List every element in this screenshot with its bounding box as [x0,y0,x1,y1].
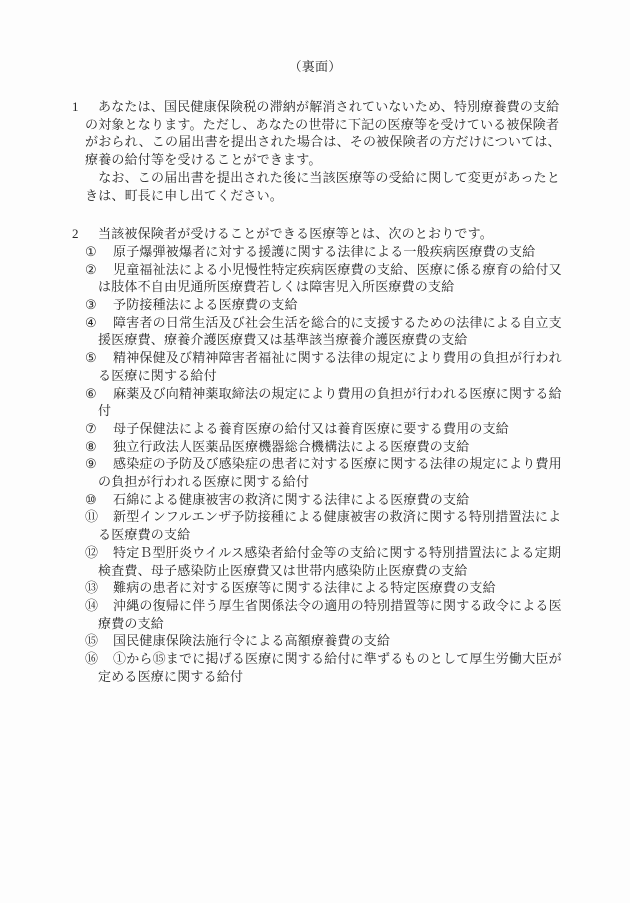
list-item-text: 国民健康保険法施行令による高額療養費の支給 [113,633,391,649]
paragraph-1-line: きは、町長に申し出てください。 [85,187,284,203]
list-item-text: 予防接種法による医療費の支給 [113,297,298,313]
list-item-text: 麻薬及び向精神薬取締法の規定により費用の負担が行われる医療に関する給 [113,385,562,401]
list-item-text: 原子爆弾被爆者に対する援護に関する法律による一般疾病医療費の支給 [113,243,536,259]
list-item-text: 感染症の予防及び感染症の患者に対する医療に関する法律の規定により費用 [113,456,562,472]
list-item-text: る医療に関する給付 [98,367,217,383]
paragraph-number: 2 [72,226,79,242]
list-item [72,420,578,438]
list-item-marker: ③ [85,297,97,313]
list-item-text: ①から⑮までに掲げる医療に関する給付に準ずるものとして厚生労働大臣が [113,651,562,667]
list-item [72,544,578,579]
list-item-text: 検査費、母子感染防止医療費又は世帯内感染防止医療費の支給 [98,562,468,578]
list-item-marker: ② [85,261,97,277]
list-item [72,296,578,314]
list-item-marker: ⑪ [85,509,99,525]
page-content [72,98,578,686]
list-item-marker: ④ [85,314,97,330]
list-item-text: 定める医療に関する給付 [98,668,244,684]
list-item-marker: ⑬ [85,580,99,596]
paragraph-1-line: の対象となります。ただし、あなたの世帯に下記の医療等を受けている被保険者 [85,116,560,132]
paragraph-1-line: なお、この届出書を提出された後に当該医療等の受給に関して変更があったと [85,169,561,185]
list-item [72,491,578,509]
list-item [72,438,578,456]
list-item [72,349,578,384]
list-item-text: 援医療費、療養介護医療費又は基準該当療養介護医療費の支給 [98,332,468,348]
list-item-text: 沖縄の復帰に伴う厚生省関係法令の適用の特別措置等に関する政令による医 [113,597,562,613]
list-item-text: 付 [98,403,112,419]
paragraph-2-heading [72,225,578,243]
paragraph-1-text: あなたは、国民健康保険税の滞納が解消されていないため、特別療養費の支給 [98,99,560,114]
list-item-marker: ⑥ [85,385,97,401]
list-item-text: 難病の患者に対する医療等に関する法律による特定医療費の支給 [113,580,496,596]
list-item-marker: ⑧ [85,438,97,454]
list-item [72,385,578,420]
list-item-text: の負担が行われる医療に関する給付 [98,474,310,490]
paragraph-number: 1 [72,99,79,114]
list-item [72,597,578,632]
list-item-marker: ⑦ [85,420,97,436]
list-item-text: 石綿による健康被害の救済に関する法律による医療費の支給 [113,491,470,507]
list-item-marker: ① [85,243,97,259]
list-item-text: 特定Ｂ型肝炎ウイルス感染者給付金等の支給に関する特別措置法による定期 [113,544,562,560]
list-item-text: る医療費の支給 [98,527,191,543]
paragraph-1-line: がおられ、この届出書を提出された場合は、その被保険者の方だけについては、 [85,134,561,150]
list-item-marker: ⑨ [85,456,97,472]
list-item-text: は肢体不自由児通所医療費若しくは障害児入所医療費の支給 [98,279,455,295]
list-item-text: 児童福祉法による小児慢性特定疾病医療費の支給、医療に係る療育の給付又 [113,261,562,277]
list-item-marker: ⑮ [85,633,99,649]
page-title: （裏面） [288,59,342,74]
list-item-text: 療費の支給 [98,615,165,631]
list-item-text: 新型インフルエンザ予防接種による健康被害の救済に関する特別措置法によ [113,509,562,525]
list-item-marker: ⑭ [85,597,99,613]
list-item [72,508,578,543]
list-item-text: 精神保健及び精神障害者福祉に関する法律の規定により費用の負担が行われ [113,350,562,366]
list-item-text: 母子保健法による養育医療の給付又は養育医療に要する費用の支給 [113,420,510,436]
list-item [72,650,578,685]
list-item [72,243,578,261]
list-item-marker: ⑩ [85,491,97,507]
paragraph-2-heading-text: 当該被保険者が受けることができる医療等とは、次のとおりです。 [98,226,493,242]
list-item [72,455,578,490]
list-item [72,632,578,650]
list-item-text: 独立行政法人医薬品医療機器総合機構法による医療費の支給 [113,438,470,454]
list-item-marker: ⑯ [85,651,99,667]
list-item [72,314,578,349]
list-item-marker: ⑫ [85,544,99,560]
list-item-marker: ⑤ [85,350,97,366]
paragraph-1 [72,98,578,204]
paragraph-1-line: 療養の給付等を受けることができます。 [85,152,322,168]
paragraph-1-line [72,98,578,116]
list-item [72,579,578,597]
paragraph-2 [72,225,578,685]
list-item-text: 障害者の日常生活及び社会生活を総合的に支援するための法律による自立支 [113,314,562,330]
list-item [72,261,578,296]
